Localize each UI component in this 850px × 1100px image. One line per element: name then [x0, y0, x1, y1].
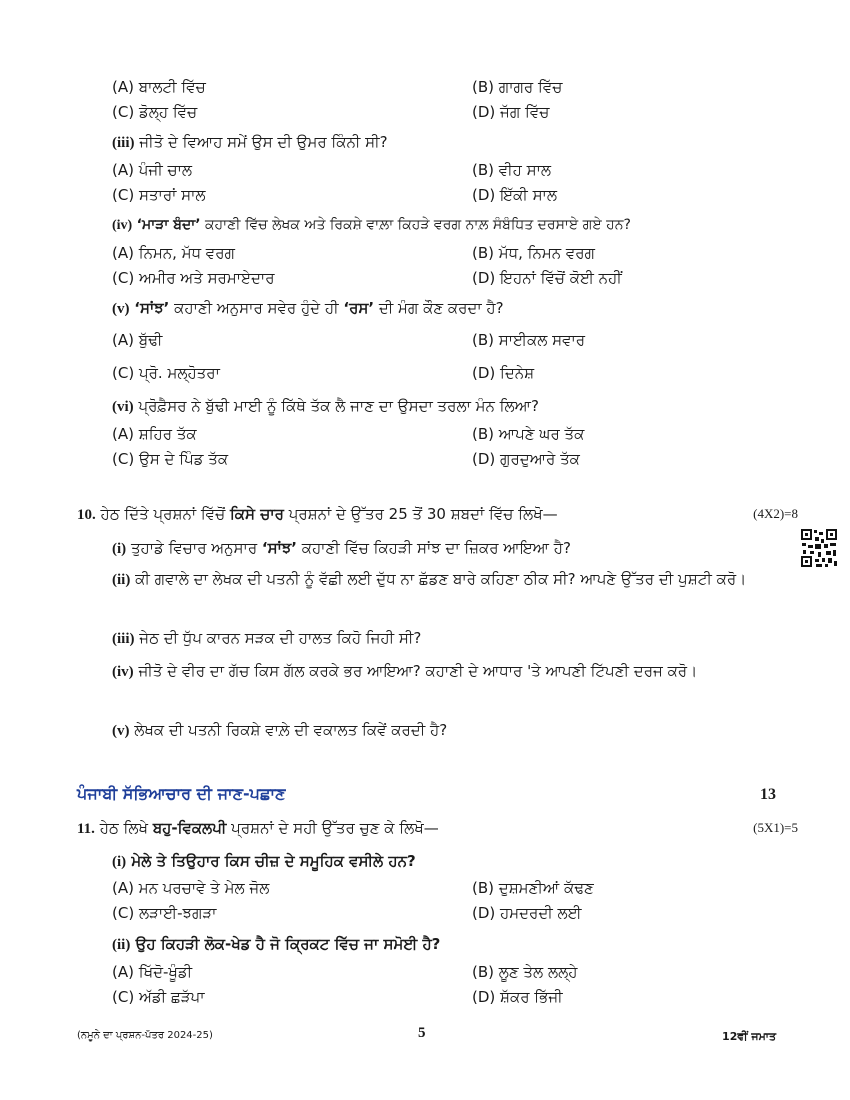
- marks-label: (5X1)=5: [753, 820, 798, 835]
- question-text: ਦੀ ਮੰਗ ਕੌਣ ਕਰਦਾ ਹੈ?: [374, 299, 504, 317]
- option-b: (B) ਮੱਧ, ਨਿਮਨ ਵਰਗ: [472, 244, 595, 262]
- option-row: [112, 183, 792, 207]
- option-row: [112, 447, 792, 471]
- question-11-ii: [112, 932, 792, 957]
- question-10-ii: [77, 564, 777, 595]
- option-row: [112, 422, 792, 446]
- option-b: (B) ਵੀਹ ਸਾਲ: [472, 161, 552, 179]
- question-number: 11.: [77, 821, 95, 837]
- option-c: (C) ਅੱਡੀ ਛੜੱਪਾ: [112, 988, 205, 1006]
- story-title: ‘ਸਾਂਝ’: [134, 299, 170, 317]
- marks-label: (4X2)=8: [753, 506, 798, 521]
- question-11-heading: [77, 816, 777, 841]
- option-d: (D) ਸ਼ੱਕਰ ਭਿੱਜੀ: [472, 988, 563, 1006]
- option-c: (C) ਸਤਾਰਾਂ ਸਾਲ: [112, 186, 206, 204]
- option-c: (C) ਡੋਲ੍ਹ ਵਿੱਚ: [112, 103, 198, 121]
- option-d: (D) ਹਮਦਰਦੀ ਲਈ: [472, 904, 582, 922]
- question-text: ਹੇਠ ਲਿਖੇ: [99, 819, 153, 837]
- question-10-heading: [77, 502, 777, 527]
- option-a: (A) ਮਨ ਪਰਚਾਵੇ ਤੇ ਮੇਲ ਜੋਲ: [112, 879, 270, 897]
- question-11-i: [112, 849, 792, 874]
- option-b: (B) ਲੂਣ ਤੇਲ ਲਲ੍ਹੇ: [472, 963, 578, 981]
- option-row: [112, 361, 792, 385]
- question-text: ਕੀ ਗਵਾਲੇ ਦਾ ਲੇਖਕ ਦੀ ਪਤਨੀ ਨੂੰ ਵੱਛੀ ਲਈ ਦੁੱਧ ਨਾ ਛੱਡਣ ਬਾਰੇ ਕਹਿਣਾ ਠੀਕ ਸੀ? ਆਪਣੇ ਉੱਤਰ ਦੀ ਪੁਸ਼ਟੀ ਕਰੋ।: [135, 570, 747, 588]
- option-a: (A) ਬਾਲਟੀ ਵਿੱਚ: [112, 78, 206, 96]
- question-text: ਹੇਠ ਦਿੱਤੇ ਪ੍ਰਸ਼ਨਾਂ ਵਿੱਚੋਂ: [100, 505, 230, 523]
- option-row: [112, 901, 792, 925]
- option-a: (A) ਸ਼ਹਿਰ ਤੱਕ: [112, 425, 197, 443]
- question-9-vi: [112, 394, 792, 419]
- option-b: (B) ਆਪਣੇ ਘਰ ਤੱਕ: [472, 425, 585, 443]
- option-b: (B) ਸਾਈਕਲ ਸਵਾਰ: [472, 331, 586, 349]
- option-d: (D) ਗੁਰਦੁਆਰੇ ਤੱਕ: [472, 450, 580, 468]
- question-9-iii: [112, 130, 792, 155]
- question-text: ਕਹਾਣੀ ਅਨੁਸਾਰ ਸਵੇਰ ਹੁੰਦੇ ਹੀ: [169, 299, 344, 317]
- option-c: (C) ਲੜਾਈ-ਝਗੜਾ: [112, 904, 217, 922]
- question-text: ਮੇਲੇ ਤੇ ਤਿਉਹਾਰ ਕਿਸ ਚੀਜ਼ ਦੇ ਸਮੂਹਿਕ ਵਸੀਲੇ ਹਨ?: [131, 852, 416, 870]
- keyword: ਬਹੁ-ਵਿਕਲਪੀ: [152, 819, 227, 837]
- section-title: ਪੰਜਾਬੀ ਸੱਭਿਆਚਾਰ ਦੀ ਜਾਣ-ਪਛਾਣ: [77, 784, 286, 803]
- section-marks: 13: [760, 786, 776, 803]
- question-number: (iv): [112, 218, 133, 233]
- question-number: (i): [112, 541, 127, 557]
- question-number: (iii): [112, 135, 135, 151]
- option-row: [112, 876, 792, 900]
- question-text: ਜੀਤੋ ਦੇ ਵੀਰ ਦਾ ਗੱਚ ਕਿਸ ਗੱਲ ਕਰਕੇ ਭਰ ਆਇਆ? ਕਹਾਣੀ ਦੇ ਆਧਾਰ 'ਤੇ ਆਪਣੀ ਟਿੱਪਣੀ ਦਰਜ ਕਰੋ।: [138, 662, 698, 680]
- option-d: (D) ਜੱਗ ਵਿੱਚ: [472, 103, 550, 121]
- question-10-iii: [112, 626, 792, 651]
- option-row: [112, 328, 792, 352]
- option-row: [112, 960, 792, 984]
- question-number: (iv): [112, 664, 134, 680]
- qr-code-icon: [800, 528, 838, 568]
- option-c: (C) ਉਸ ਦੇ ਪਿੰਡ ਤੱਕ: [112, 450, 229, 468]
- option-a: (A) ਨਿਮਨ, ਮੱਧ ਵਰਗ: [112, 244, 235, 262]
- option-a: (A) ਖਿੱਦੋ-ਖੂੰਡੀ: [112, 963, 193, 981]
- option-d: (D) ਦਿਨੇਸ਼: [472, 364, 535, 382]
- question-text: ਪ੍ਰੋਫ਼ੈਸਰ ਨੇ ਬੁੱਢੀ ਮਾਈ ਨੂੰ ਕਿੱਥੇ ਤੱਕ ਲੈ ਜਾਣ ਦਾ ਉਸਦਾ ਤਰਲਾ ਮੰਨ ਲਿਆ?: [138, 397, 539, 415]
- question-number: (iii): [112, 631, 135, 647]
- question-text: ਪ੍ਰਸ਼ਨਾਂ ਦੇ ਸਹੀ ਉੱਤਰ ਚੁਣ ਕੇ ਲਿਖੋ—: [226, 819, 439, 837]
- option-a: (A) ਬੁੱਢੀ: [112, 331, 163, 349]
- question-number: (ii): [112, 937, 131, 953]
- option-row: [112, 985, 792, 1009]
- page-number: 5: [418, 1025, 426, 1041]
- question-text: ਤੁਹਾਡੇ ਵਿਚਾਰ ਅਨੁਸਾਰ: [130, 539, 262, 557]
- question-text: ਲੇਖਕ ਦੀ ਪਤਨੀ ਰਿਕਸ਼ੇ ਵਾਲ਼ੇ ਦੀ ਵਕਾਲਤ ਕਿਵੇਂ ਕਰਦੀ ਹੈ?: [134, 721, 448, 739]
- question-text: ਕਹਾਣੀ ਵਿੱਚ ਕਿਹੜੀ ਸਾਂਝ ਦਾ ਜ਼ਿਕਰ ਆਇਆ ਹੈ?: [296, 539, 571, 557]
- question-text: ਜੇਠ ਦੀ ਧੁੱਪ ਕਾਰਨ ਸੜਕ ਦੀ ਹਾਲਤ ਕਿਹੋ ਜਿਹੀ ਸੀ?: [139, 629, 422, 647]
- option-c: (C) ਪ੍ਰੋ. ਮਲ੍ਹੋਤਰਾ: [112, 364, 220, 382]
- option-row: [112, 75, 792, 99]
- option-row: [112, 158, 792, 182]
- question-number: (i): [112, 854, 127, 870]
- option-d: (D) ਇੱਕੀ ਸਾਲ: [472, 186, 557, 204]
- question-9-v: [112, 296, 792, 321]
- story-title: ‘ਮਾੜਾ ਬੰਦਾ’: [136, 217, 201, 233]
- option-c: (C) ਅਮੀਰ ਅਤੇ ਸਰਮਾਏਦਾਰ: [112, 269, 275, 287]
- question-text: ਜੀਤੋ ਦੇ ਵਿਆਹ ਸਮੇਂ ਉਸ ਦੀ ਉਮਰ ਕਿੰਨੀ ਸੀ?: [139, 133, 388, 151]
- option-b: (B) ਗਾਗਰ ਵਿੱਚ: [472, 78, 563, 96]
- keyword: ‘ਰਸ’: [343, 299, 375, 317]
- question-number: (ii): [112, 572, 131, 588]
- question-number: (v): [112, 723, 130, 739]
- footer-class-label: 12ਵੀਂ ਜਮਾਤ: [722, 1030, 776, 1043]
- footer-paper-label: (ਨਮੂਨੇ ਦਾ ਪ੍ਰਸ਼ਨ-ਪੱਤਰ 2024-25): [77, 1030, 213, 1041]
- question-10-v: [112, 718, 792, 743]
- question-number: (v): [112, 301, 130, 317]
- option-b: (B) ਦੁਸ਼ਮਣੀਆਂ ਕੱਢਣ: [472, 879, 594, 897]
- option-row: [112, 266, 792, 290]
- option-row: [112, 100, 792, 124]
- question-10-iv: [77, 656, 777, 687]
- story-title: ‘ਸਾਂਝ’: [261, 539, 297, 557]
- question-9-iv: [112, 213, 792, 238]
- question-text: ਕਹਾਣੀ ਵਿੱਚ ਲੇਖਕ ਅਤੇ ਰਿਕਸ਼ੇ ਵਾਲ਼ਾ ਕਿਹੜੇ ਵਰਗ ਨਾਲ਼ ਸੰਬੰਧਿਤ ਦਰਸਾਏ ਗਏ ਹਨ?: [200, 217, 631, 233]
- question-number: (vi): [112, 399, 134, 415]
- question-text: ਉਹ ਕਿਹੜੀ ਲੋਕ-ਖੇਡ ਹੈ ਜੋ ਕ੍ਰਿਕਟ ਵਿੱਚ ਜਾ ਸਮੋਈ ਹੈ?: [135, 935, 441, 953]
- option-d: (D) ਇਹਨਾਂ ਵਿੱਚੋਂ ਕੋਈ ਨਹੀਂ: [472, 269, 622, 287]
- keyword: ਕਿਸੇ ਚਾਰ: [229, 505, 284, 523]
- option-row: [112, 241, 792, 265]
- option-a: (A) ਪੰਜੀ ਚਾਲ: [112, 161, 193, 179]
- question-number: 10.: [77, 507, 96, 523]
- question-10-i: [112, 536, 792, 561]
- question-text: ਪ੍ਰਸ਼ਨਾਂ ਦੇ ਉੱਤਰ 25 ਤੋਂ 30 ਸ਼ਬਦਾਂ ਵਿੱਚ ਲਿਖੋ—: [283, 505, 558, 523]
